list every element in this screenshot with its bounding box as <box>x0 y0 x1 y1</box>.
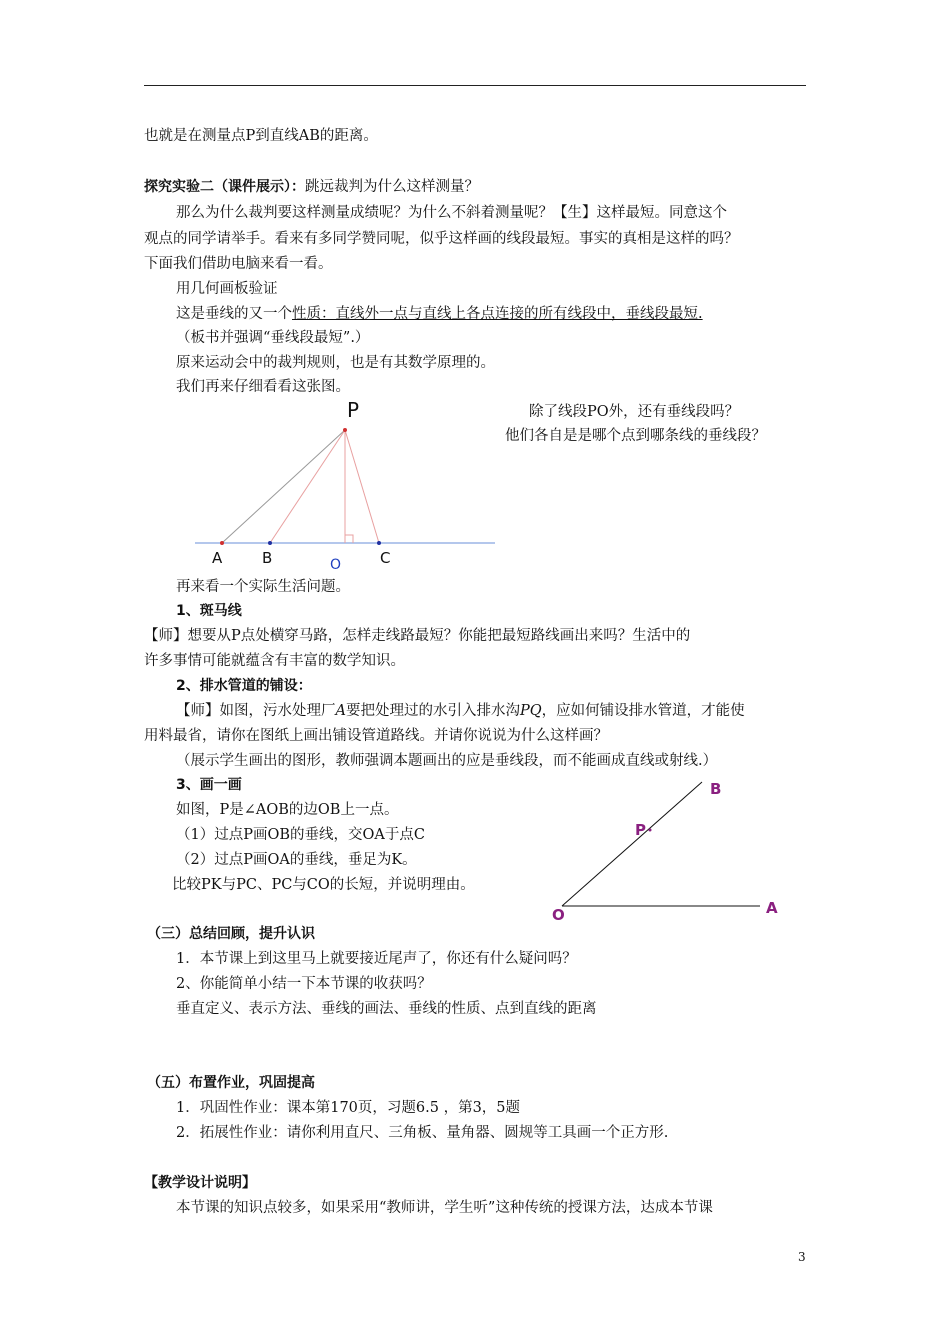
text-line: 【师】想要从P点处横穿马路，怎样走线路最短？你能把最短路线画出来吗？生活中的 <box>144 628 691 644</box>
ray-ob <box>562 782 702 906</box>
text-line: 那么为什么裁判要这样测量成绩呢？为什么不斜着测量呢？【生】这样最短。同意这个 <box>176 205 727 221</box>
label-a: A <box>212 549 223 567</box>
text-line <box>176 701 745 721</box>
text-line: 1．巩固性作业：课本第170页，习题6.5 ，第3，5题 <box>176 1100 521 1116</box>
text-line: 如图，P是∠AOB的边OB上一点。 <box>176 802 399 818</box>
point-p <box>649 829 652 832</box>
experiment-question: 跳远裁判为什么这样测量？ <box>305 179 479 195</box>
section-heading: （五）布置作业，巩固提高 <box>147 1075 315 1091</box>
segment-pb <box>270 430 345 543</box>
text-line: 比较PK与PC、PC与CO的长短，并说明理由。 <box>172 877 475 893</box>
text-line: 我们再来仔细看看这张图。 <box>176 379 350 395</box>
right-angle-mark <box>345 535 353 543</box>
text-line: 原来运动会中的裁判规则，也是有其数学原理的。 <box>176 355 495 371</box>
text-line: 2．拓展性作业：请你利用直尺、三角板、量角器、圆规等工具画一个正方形. <box>176 1125 669 1141</box>
header-rule <box>144 85 806 86</box>
text-line: 1．本节课上到这里马上就要接近尾声了，你还有什么疑问吗？ <box>176 951 577 967</box>
text-line: 许多事情可能就蕴含有丰富的数学知识。 <box>144 653 405 669</box>
label-p: P <box>635 821 646 839</box>
label-o: O <box>330 557 342 573</box>
section-heading: 【教学设计说明】 <box>144 1175 256 1191</box>
text-line: 2、你能简单小结一下本节课的收获吗？ <box>176 976 432 992</box>
perpendicular-figure <box>190 395 500 575</box>
text-fragment: A <box>335 703 346 719</box>
side-question: 除了线段PO外，还有垂线段吗？ <box>529 404 740 420</box>
text-fragment: 【师】如图，污水处理厂 <box>176 703 336 719</box>
text-line: （展示学生画出的图形，教师强调本题画出的应是垂线段，而不能画成直线或射线.） <box>176 753 718 769</box>
label-b: B <box>262 549 273 567</box>
text-line: （2）过点P画OA的垂线，垂足为K。 <box>176 852 417 868</box>
side-question: 他们各自是是哪个点到哪条线的垂线段？ <box>505 428 766 444</box>
subheading: 3、画一画 <box>176 777 242 793</box>
point-b <box>268 541 272 545</box>
segment-pa <box>222 430 345 543</box>
point-c <box>377 541 381 545</box>
text-fragment: 这是垂线的又一个 <box>176 306 292 322</box>
text-line: 垂直定义、表示方法、垂线的画法、垂线的性质、点到直线的距离 <box>176 1001 597 1017</box>
subheading: 2、排水管道的铺设： <box>176 678 312 694</box>
text-line: 再来看一个实际生活问题。 <box>176 579 350 595</box>
angle-figure <box>540 770 790 925</box>
label-p: P <box>347 398 360 422</box>
text-fragment: ，应如何铺设排水管道，才能使 <box>541 703 745 719</box>
label-b: B <box>710 780 722 798</box>
text-line: （板书并强调“垂线段最短”.） <box>176 330 370 346</box>
point-p <box>343 428 347 432</box>
text-line: 用料最省，请你在图纸上画出铺设管道路线。并请你说说为什么这样画？ <box>144 728 608 744</box>
experiment-title: 探究实验二（课件展示）： <box>144 179 305 195</box>
page-number: 3 <box>798 1250 806 1264</box>
text-line: 用几何画板验证 <box>176 281 278 297</box>
segment-pc <box>345 430 379 543</box>
text-line: （1）过点P画OB的垂线，交OA于点C <box>176 827 425 843</box>
text-line: 观点的同学请举手。看来有多同学赞同呢，似乎这样画的线段最短。事实的真相是这样的吗？ <box>144 231 739 247</box>
subheading: 1、斑马线 <box>176 603 242 619</box>
property-statement: 性质：直线外一点与直线上各点连接的所有线段中，垂线段最短. <box>292 306 703 322</box>
text-line <box>176 304 703 324</box>
point-a <box>220 541 224 545</box>
label-o: O <box>552 906 565 924</box>
label-a: A <box>766 899 778 917</box>
section-heading <box>144 177 479 197</box>
section-heading: （三）总结回顾，提升认识 <box>147 926 315 942</box>
text-line: 本节课的知识点较多，如果采用“教师讲，学生听”这种传统的授课方法，达成本节课 <box>176 1200 713 1216</box>
text-fragment: 要把处理过的水引入排水沟 <box>345 703 520 719</box>
text-line: 下面我们借助电脑来看一看。 <box>144 256 333 272</box>
text-fragment: PQ <box>519 703 542 719</box>
label-c: C <box>380 549 391 567</box>
text-line: 也就是在测量点P到直线AB的距离。 <box>144 128 378 144</box>
